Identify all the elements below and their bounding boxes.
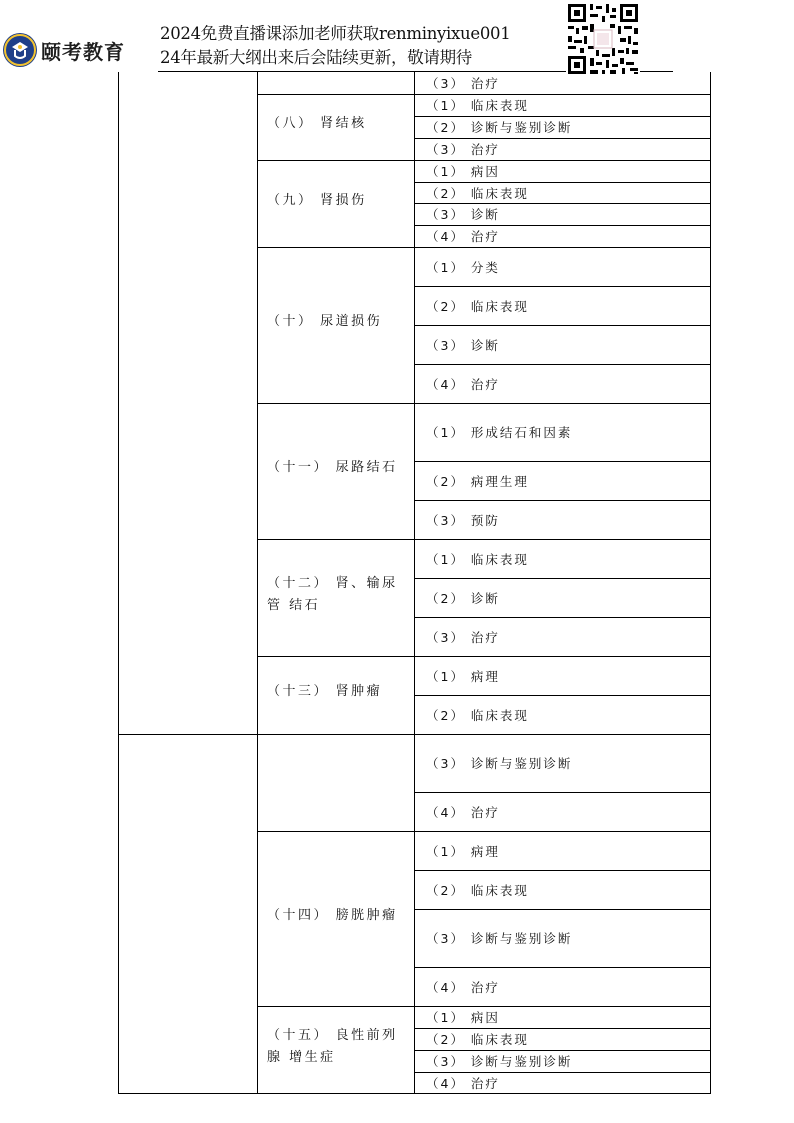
table-group-line [257, 734, 711, 735]
table-item: （2） 诊断 [426, 590, 500, 606]
table-section-title: （十） 尿道损伤 [267, 314, 383, 329]
table-group-line [257, 539, 711, 540]
table-vline [257, 72, 258, 1094]
table-group-line [257, 94, 711, 95]
table-row-line [414, 138, 711, 139]
table-section-title: （八） 肾结核 [267, 116, 367, 131]
table-row-line [414, 286, 711, 287]
table-group-line [257, 831, 711, 832]
table-item: （2） 病理生理 [426, 473, 529, 489]
table-group-line [257, 656, 711, 657]
logo-text: 颐考教育 [41, 39, 125, 64]
table-row-line [414, 364, 711, 365]
table-group-line [257, 247, 711, 248]
table-item: （2） 临床表现 [426, 185, 529, 201]
table-row-line [414, 225, 711, 226]
table-vline [118, 72, 119, 1094]
table-item: （3） 诊断 [426, 337, 500, 353]
table-item: （2） 临床表现 [426, 298, 529, 314]
table-row-line [414, 203, 711, 204]
header-notice [160, 22, 510, 70]
brand-logo [3, 33, 125, 67]
notice-line-2: 24年最新大纲出来后会陆续更新，敬请期待 [160, 48, 472, 67]
table-row-line [414, 116, 711, 117]
table-item: （4） 治疗 [426, 804, 500, 820]
table-item: （1） 病理 [426, 843, 500, 859]
table-item: （3） 治疗 [426, 76, 500, 91]
table-row-line [414, 461, 711, 462]
table-section-title: （十一） 尿路结石 [267, 460, 398, 475]
table-row-line [414, 1050, 711, 1051]
table-item: （4） 治疗 [426, 1075, 500, 1091]
table-row-line [414, 500, 711, 501]
table-row-line [414, 792, 711, 793]
table-row-line [414, 695, 711, 696]
table-group-line [257, 160, 711, 161]
table-item: （2） 诊断与鉴别诊断 [426, 120, 573, 135]
table-section-title: （十四） 膀胱肿瘤 [267, 907, 398, 923]
table-item: （3） 诊断 [426, 207, 500, 222]
table-item: （1） 病因 [426, 1010, 500, 1025]
table-item: （3） 治疗 [426, 629, 500, 645]
table-item: （3） 诊断与鉴别诊断 [426, 756, 573, 771]
table-section-title: （九） 肾损伤 [267, 192, 367, 208]
table-row-line [414, 617, 711, 618]
table-row-line [414, 909, 711, 910]
table-item: （3） 诊断与鉴别诊断 [426, 931, 573, 946]
table-row-line [414, 870, 711, 871]
table-group-line [257, 1006, 711, 1007]
table-item: （2） 临床表现 [426, 707, 529, 723]
table-border-bottom [118, 1093, 711, 1094]
table-item: （1） 病理 [426, 668, 500, 684]
table-item: （1） 临床表现 [426, 98, 529, 113]
table-section-title: （十五） 良性前列腺 增生症 [267, 1027, 398, 1065]
table-item: （1） 病因 [426, 164, 500, 179]
table-section-title: （十二） 肾、输尿管 结石 [267, 575, 398, 613]
table-row-line [414, 325, 711, 326]
table-item: （3） 诊断与鉴别诊断 [426, 1054, 573, 1069]
table-item: （3） 治疗 [426, 142, 500, 157]
table-item: （4） 治疗 [426, 979, 500, 995]
table-item: （1） 形成结石和因素 [426, 425, 573, 440]
table-item: （4） 治疗 [426, 376, 500, 392]
table-item: （1） 分类 [426, 259, 500, 275]
table-group-line [257, 403, 711, 404]
table-item: （2） 临床表现 [426, 1032, 529, 1047]
table-row-line [414, 578, 711, 579]
qr-code-icon [566, 2, 640, 76]
notice-line-1: 2024免费直播课添加老师获取renminyixue001 [160, 24, 511, 43]
table-section-title: （十三） 肾肿瘤 [267, 684, 383, 699]
table-item: （2） 临床表现 [426, 882, 529, 898]
logo-emblem-icon [3, 33, 37, 67]
table-item: （3） 预防 [426, 512, 500, 528]
table-item: （4） 治疗 [426, 229, 500, 244]
table-row-line [414, 1028, 711, 1029]
table-row-line [414, 967, 711, 968]
table-item: （1） 临床表现 [426, 551, 529, 567]
